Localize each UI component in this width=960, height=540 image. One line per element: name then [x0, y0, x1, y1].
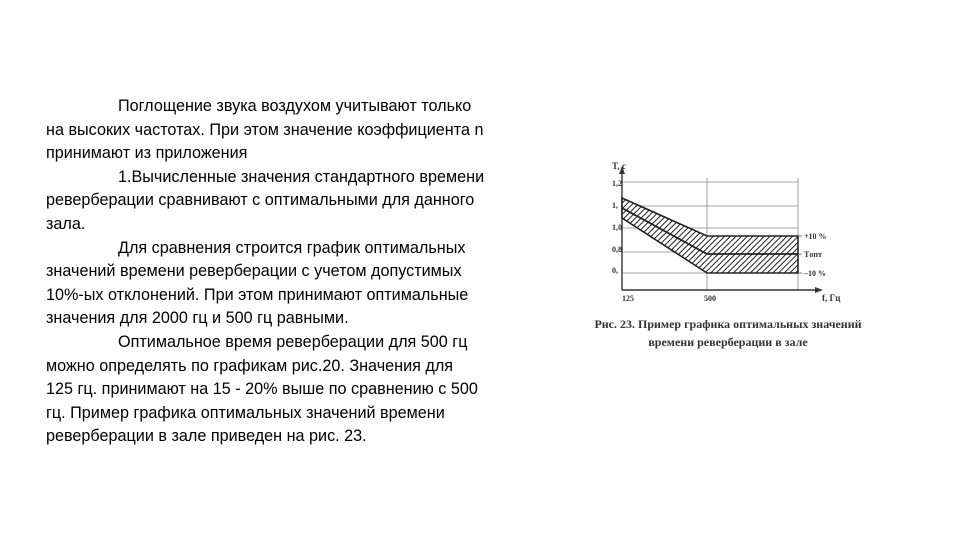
reverberation-graph — [574, 160, 874, 320]
y-tick: 0,8 — [612, 245, 622, 254]
y-tick: 1,2 — [612, 179, 622, 188]
y-tick: 1,0 — [612, 223, 622, 232]
line: на высоких частотах. При этом значение коэффициента n — [46, 120, 484, 139]
paragraph-2 — [46, 166, 546, 237]
legend-optimal: Tопт — [804, 250, 822, 259]
y-axis-label: T, с — [612, 161, 626, 171]
y-tick: 1, — [612, 201, 618, 210]
line: Оптимальное время реверберации для 500 гц — [118, 332, 468, 351]
line: принимают из приложения — [46, 144, 248, 163]
paragraph-4 — [46, 331, 546, 449]
line: Поглощение звука воздухом учитывают только — [118, 97, 472, 115]
line: значений времени реверберации с учетом допустимых — [46, 262, 462, 281]
x-tick: 125 — [622, 294, 634, 303]
figure-caption — [578, 315, 878, 351]
legend-minus: –10 % — [804, 269, 826, 278]
body-text — [46, 95, 546, 449]
paragraph-1 — [46, 95, 546, 166]
caption-line: времени реверберации в зале — [648, 335, 808, 349]
line: значения для 2000 гц и 500 гц равными. — [46, 309, 349, 328]
line: реверберации в зале приведен на рис. 23. — [46, 427, 367, 446]
line: 1.Вычисленные значения стандартного времени — [118, 167, 485, 186]
legend-plus: +10 % — [804, 232, 827, 241]
y-tick: 0, — [612, 266, 618, 275]
caption-line: Рис. 23. Пример графика оптимальных значений — [594, 317, 862, 331]
line: 10%-ых отклонений. При этом принимают оптимальные — [46, 285, 469, 304]
line: зала. — [46, 214, 86, 233]
x-tick: 500 — [704, 294, 716, 303]
line: 125 гц. принимают на 15 - 20% выше по сравнению с 500 — [46, 380, 478, 399]
line: можно определять по графикам рис.20. Значения для — [46, 356, 454, 375]
x-axis-label: f, Гц — [822, 293, 841, 303]
tolerance-band — [622, 198, 798, 273]
line: реверберации сравнивают с оптимальными для данного — [46, 191, 475, 210]
paragraph-3 — [46, 237, 546, 331]
line: гц. Пример графика оптимальных значений времени — [46, 403, 445, 422]
line: Для сравнения строится график оптимальных — [118, 238, 466, 257]
